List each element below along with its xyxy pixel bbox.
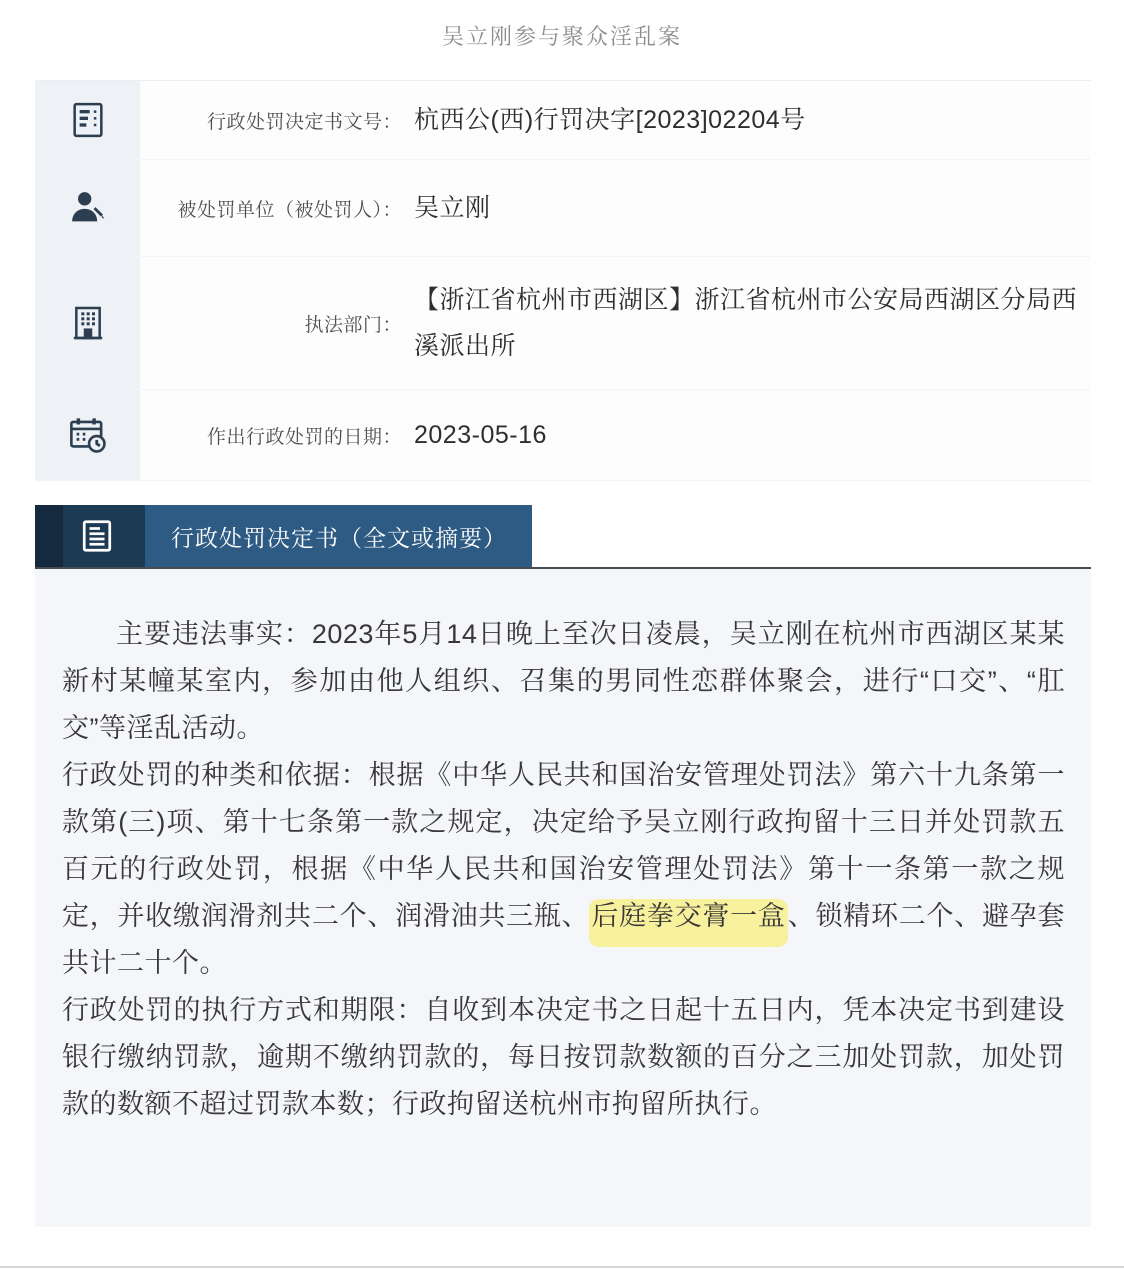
highlighted-text: 后庭拳交膏一盒 [589, 899, 787, 947]
facts-paragraph: 主要违法事实：2023年5月14日晚上至次日凌晨，吴立刚在杭州市西湖区某某新村某幢某室内，参加由他人组织、召集的男同性恋群体聚会，进行“口交”、“肛交”等淫乱活动。 [62, 619, 1065, 743]
tab-penalty-decision[interactable] [35, 505, 532, 567]
execution-paragraph: 行政处罚的执行方式和期限：自收到本决定书之日起十五日内，凭本决定书到建设银行缴纳罚款，逾期不缴纳罚款的，每日按罚款数额的百分之三加处罚款，加处罚款的数额不超过罚款本数；行政拘留送杭州市拘留所执行。 [62, 995, 1065, 1119]
penalty-info-panel [35, 80, 1091, 481]
document-icon [35, 81, 140, 159]
enforcement-department-label: 执法部门： [304, 314, 402, 336]
punished-person-value: 吴立刚 [414, 193, 491, 222]
calendar-icon [35, 390, 140, 480]
document-text-icon [35, 505, 145, 567]
tab-penalty-decision-label: 行政处罚决定书（全文或摘要） [145, 505, 532, 567]
penalty-date-value: 2023-05-16 [414, 420, 547, 449]
penalty-basis-post: 、锁精环二个、避孕套共计二十个。 [62, 901, 1066, 978]
punished-person-label: 被处罚单位（被处罚人）： [177, 199, 402, 221]
penalty-basis-paragraph [62, 752, 1065, 987]
info-row-document-number [35, 81, 1091, 160]
info-row-enforcement-department [35, 257, 1091, 390]
person-icon [35, 160, 140, 256]
decision-body-panel [35, 567, 1091, 1227]
document-number-label: 行政处罚决定书文号： [206, 111, 402, 133]
document-number-value: 杭西公(西)行罚决字[2023]02204号 [414, 105, 806, 134]
penalty-basis-pre: 行政处罚的种类和依据：根据《中华人民共和国治安管理处罚法》第六十九条第一款第(三)项、第十七条第一款之规定，决定给予吴立刚行政拘留十三日并处罚款五百元的行政处罚，根据《中华人民共和国治安管理处罚法》第十一条第一款之规定，并收缴润滑剂共二个、润滑油共三瓶、 [62, 760, 1065, 931]
page-title: 吴立刚参与聚众淫乱案 [441, 24, 682, 49]
info-row-penalty-date [35, 390, 1091, 481]
penalty-date-label: 作出行政处罚的日期： [206, 426, 402, 448]
bottom-divider [0, 1266, 1124, 1268]
enforcement-department-value: 【浙江省杭州市西湖区】浙江省杭州市公安局西湖区分局西溪派出所 [414, 285, 1078, 360]
info-row-punished-person [35, 160, 1091, 257]
building-icon [35, 257, 140, 389]
